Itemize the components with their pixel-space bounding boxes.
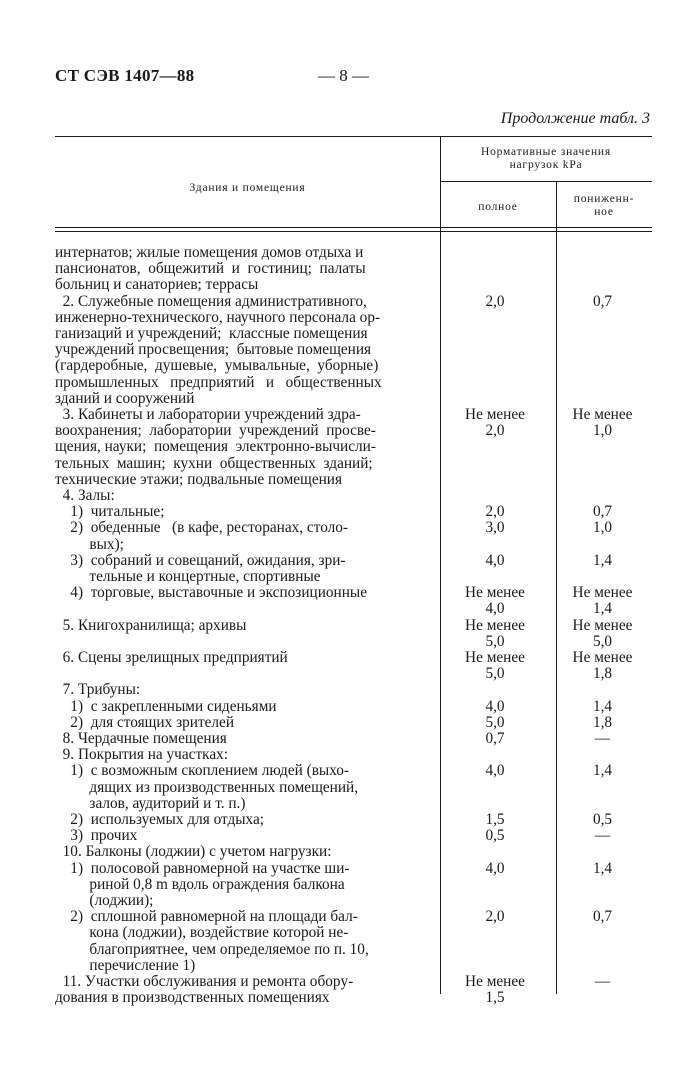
reduced-value-line: 0,7 xyxy=(592,503,613,521)
row-description-line: перечисление 1) xyxy=(55,956,196,974)
row-description xyxy=(55,828,433,844)
row-reduced-value xyxy=(555,520,650,536)
row-description-line: 2) используемых для отдыха; xyxy=(55,811,265,828)
page-number: — 8 — xyxy=(318,66,369,85)
row-description-line: 4) торговые, выставочные и экспозиционные xyxy=(55,584,367,602)
column-header-reduced-line2: ное xyxy=(594,206,614,218)
reduced-value-line: 1,0 xyxy=(592,422,613,440)
reduced-value-line: 1,4 xyxy=(592,551,613,569)
row-full-value xyxy=(445,974,545,1006)
full-value-line: Не менее xyxy=(465,616,525,634)
row-full-value xyxy=(445,731,545,747)
full-value-line: 5,0 xyxy=(485,713,505,731)
column-divider-1 xyxy=(440,136,441,994)
row-description-line: 3) прочих xyxy=(55,827,138,845)
row-reduced-value xyxy=(555,407,650,439)
table-continuation-label: Продолжение табл. 3 xyxy=(500,110,650,127)
reduced-value-line: — xyxy=(594,973,611,990)
row-description-line: 1) с возможным скоплением людей (выхо- xyxy=(55,762,350,780)
row-description-line: щения, науки; помещения электронно-вычисли- xyxy=(55,438,376,456)
full-value-line: 3,0 xyxy=(485,519,505,537)
row-description-line: (лоджии); xyxy=(55,892,154,909)
row-reduced-value xyxy=(555,699,650,715)
full-value-line: 4,0 xyxy=(485,697,505,715)
row-reduced-value xyxy=(555,504,650,520)
row-description-line: риной 0,8 m вдоль ограждения балкона xyxy=(55,875,345,893)
row-description xyxy=(55,585,433,601)
row-description-line: 3) собраний и совещаний, ожидания, зри- xyxy=(55,551,346,569)
row-full-value xyxy=(445,520,545,536)
row-description-line: зданий и сооружений xyxy=(55,389,195,407)
row-description-line: промышленных предприятий и общественных xyxy=(55,373,382,391)
full-value-line: Не менее xyxy=(465,406,525,423)
row-full-value xyxy=(445,828,545,844)
row-description xyxy=(55,504,433,520)
row-reduced-value xyxy=(555,861,650,877)
row-full-value xyxy=(445,699,545,715)
column-header-buildings: Здания и помещения xyxy=(189,182,306,194)
reduced-value-line: Не менее xyxy=(572,584,633,602)
row-full-value xyxy=(445,909,545,925)
row-full-value xyxy=(445,715,545,731)
row-description-line: интернатов; жилые помещения домов отдыха и xyxy=(55,244,364,261)
full-value-line: 4,0 xyxy=(485,762,505,780)
row-description-line: 3. Кабинеты и лаборатории учреждений здра- xyxy=(55,406,361,423)
row-description-line: 2. Служебные помещения административного, xyxy=(55,292,367,310)
row-description xyxy=(55,763,433,812)
reduced-value-line: 0,7 xyxy=(592,292,613,310)
reduced-value-line: 0,7 xyxy=(592,908,613,926)
row-description xyxy=(55,682,433,698)
row-description-line: 5. Книгохранилища; архивы xyxy=(55,616,247,634)
row-description-line: 8. Чердачные помещения xyxy=(55,730,227,747)
column-group-header-line1: Нормативные значения xyxy=(481,146,611,158)
row-description xyxy=(55,909,433,974)
row-description-line: технические этажи; подвальные помещения xyxy=(55,470,343,488)
row-description xyxy=(55,618,433,634)
row-description xyxy=(55,553,433,585)
column-header-full: полное xyxy=(478,201,518,213)
row-reduced-value xyxy=(555,650,650,682)
row-full-value xyxy=(445,407,545,439)
row-reduced-value xyxy=(555,731,650,747)
row-description-line: 9. Покрытия на участках: xyxy=(55,746,229,764)
row-description xyxy=(55,861,433,910)
row-reduced-value xyxy=(555,812,650,828)
row-description xyxy=(55,974,433,1006)
row-reduced-value xyxy=(555,618,650,650)
row-description-line: 11. Участки обслуживания и ремонта оборy- xyxy=(55,973,354,990)
table-top-rule xyxy=(55,136,652,137)
column-group-header-line2: нагрузок kPa xyxy=(509,159,583,171)
row-description xyxy=(55,747,433,763)
reduced-value-line: 1,4 xyxy=(592,697,613,715)
standard-designation: СТ СЭВ 1407—88 xyxy=(55,66,195,85)
row-description xyxy=(55,844,433,860)
row-full-value xyxy=(445,504,545,520)
reduced-value-line: 1,4 xyxy=(592,762,613,780)
row-description-line: благоприятнее, чем определяемое по п. 10, xyxy=(55,940,369,958)
row-reduced-value xyxy=(555,585,650,617)
row-description-line: дящих из производственных помещений, xyxy=(55,778,359,796)
row-full-value xyxy=(445,861,545,877)
row-description-line: 2) для стоящих зрителей xyxy=(55,713,235,731)
row-reduced-value xyxy=(555,294,650,310)
column-group-header xyxy=(440,146,652,172)
group-header-rule xyxy=(440,181,652,182)
full-value-line: 0,7 xyxy=(485,730,505,747)
reduced-value-line: — xyxy=(594,827,611,845)
row-description xyxy=(55,407,433,488)
row-description-line: 7. Трибуны: xyxy=(55,681,141,699)
row-full-value xyxy=(445,618,545,650)
full-value-line: 4,0 xyxy=(485,600,505,618)
row-description-line: 2) обеденные (в кафе, ресторанах, столо- xyxy=(55,519,349,537)
row-description-line: 10. Балконы (лоджии) с учетом нагрузки: xyxy=(55,843,332,861)
table-head-rule-1 xyxy=(55,227,652,228)
row-full-value xyxy=(445,812,545,828)
reduced-value-line: Не менее xyxy=(572,649,633,666)
reduced-value-line: Не менее xyxy=(572,406,633,423)
row-full-value xyxy=(445,650,545,682)
row-description xyxy=(55,650,433,666)
row-description-line: 1) полосовой равномерной на участке ши- xyxy=(55,859,350,877)
row-reduced-value xyxy=(555,715,650,731)
reduced-value-line: 0,5 xyxy=(592,811,613,828)
reduced-value-line: 1,4 xyxy=(592,859,613,877)
full-value-line: Не менее xyxy=(465,973,525,990)
full-value-line: Не менее xyxy=(465,649,525,666)
row-description-line: вых); xyxy=(55,535,124,553)
row-full-value xyxy=(445,553,545,569)
full-value-line: 2,0 xyxy=(485,422,505,440)
full-value-line: 5,0 xyxy=(485,632,505,650)
full-value-line: 2,0 xyxy=(485,503,505,521)
row-full-value xyxy=(445,294,545,310)
row-description-line: 1) читальные; xyxy=(55,503,165,521)
row-description-line: 2) сплошной равномерной на площади бал- xyxy=(55,908,358,926)
full-value-line: 1,5 xyxy=(485,811,505,828)
column-header-reduced xyxy=(556,193,652,219)
full-value-line: 5,0 xyxy=(485,665,505,683)
row-description-line: 6. Сцены зрелищных предприятий xyxy=(55,649,288,666)
row-description xyxy=(55,715,433,731)
row-description-line: 4. Залы: xyxy=(55,487,115,504)
full-value-line: 1,5 xyxy=(485,989,505,1007)
reduced-value-line: 1,0 xyxy=(592,519,613,537)
row-description xyxy=(55,812,433,828)
reduced-value-line: 1,4 xyxy=(592,600,613,618)
row-description xyxy=(55,488,433,504)
reduced-value-line: 1,8 xyxy=(592,713,613,731)
row-description-line: учреждений просвещения; бытовые помещения xyxy=(55,341,372,359)
row-description-line: дования в производственных помещениях xyxy=(55,989,330,1007)
row-description-line: пансионатов, общежитий и гостиниц; палаты xyxy=(55,260,366,278)
row-reduced-value xyxy=(555,763,650,779)
row-description-line: кона (лоджии), воздействие которой не- xyxy=(55,924,349,942)
row-full-value xyxy=(445,763,545,779)
full-value-line: 4,0 xyxy=(485,551,505,569)
row-description xyxy=(55,520,433,552)
full-value-line: 2,0 xyxy=(485,908,505,926)
row-reduced-value xyxy=(555,909,650,925)
row-description-line: тельные и концертные, спортивные xyxy=(55,568,321,585)
row-full-value xyxy=(445,585,545,617)
reduced-value-line: 1,8 xyxy=(592,665,613,683)
full-value-line: 2,0 xyxy=(485,292,505,310)
column-header-reduced-line1: пониженн- xyxy=(573,193,635,205)
full-value-line: 0,5 xyxy=(485,827,505,845)
full-value-line: Не менее xyxy=(465,584,525,602)
row-description-line: (гардеробные, душевые, умывальные, уборные) xyxy=(55,357,379,375)
row-description-line: тельных машин; кухни общественных зданий; xyxy=(55,454,373,472)
row-description-line: инженерно-технического, научного персонала ор- xyxy=(55,308,381,326)
row-description-line: залов, аудиторий и т. п.) xyxy=(55,794,246,812)
row-description xyxy=(55,245,433,294)
row-description-line: воохранения; лаборатории учреждений просве- xyxy=(55,422,376,440)
row-reduced-value xyxy=(555,974,650,990)
row-description xyxy=(55,699,433,715)
row-reduced-value xyxy=(555,828,650,844)
row-description-line: 1) с закрепленными сиденьями xyxy=(55,697,277,715)
row-description-line: ганизаций и учреждений; классные помещения xyxy=(55,325,368,342)
row-reduced-value xyxy=(555,553,650,569)
reduced-value-line: 5,0 xyxy=(592,632,613,650)
reduced-value-line: — xyxy=(594,730,611,747)
row-description xyxy=(55,731,433,747)
row-description-line: больниц и санаториев; террасы xyxy=(55,276,259,294)
row-description xyxy=(55,294,433,407)
full-value-line: 4,0 xyxy=(485,859,505,877)
table-head-rule-2 xyxy=(55,231,652,232)
reduced-value-line: Не менее xyxy=(572,616,633,634)
